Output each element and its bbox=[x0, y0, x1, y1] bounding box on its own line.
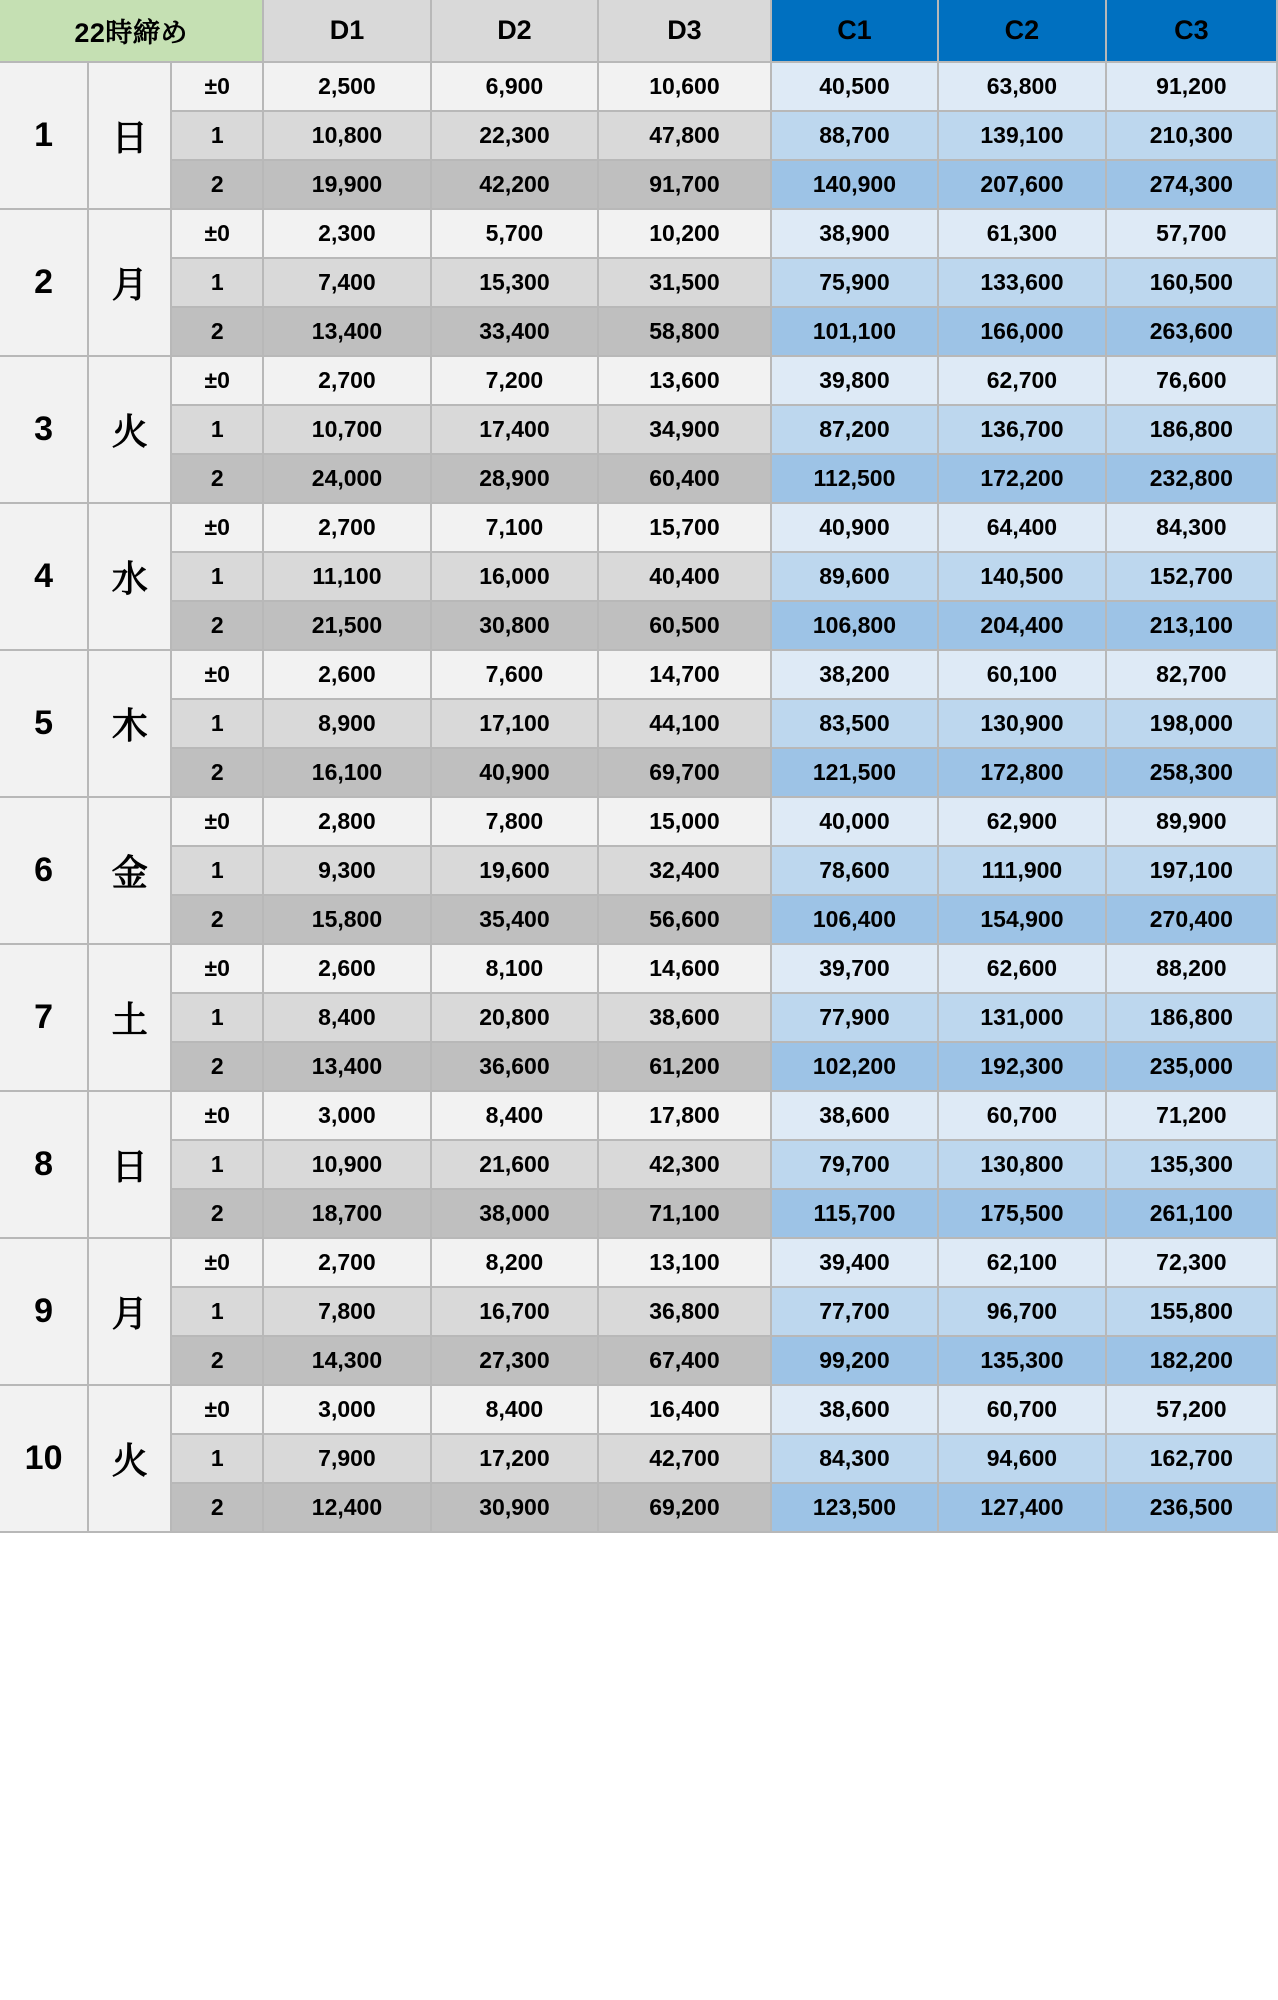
table-title: 22時締め bbox=[0, 0, 263, 62]
value-cell-d2: 8,400 bbox=[431, 1091, 598, 1140]
day-number-cell: 2 bbox=[0, 209, 88, 356]
column-header-c3: C3 bbox=[1106, 0, 1277, 62]
weekday-cell: 月 bbox=[88, 209, 171, 356]
table-row bbox=[0, 1336, 1277, 1385]
table-row bbox=[0, 1287, 1277, 1336]
value-cell-d1: 21,500 bbox=[263, 601, 430, 650]
value-cell-d2: 30,800 bbox=[431, 601, 598, 650]
day-number-cell: 6 bbox=[0, 797, 88, 944]
value-cell-c1: 89,600 bbox=[771, 552, 938, 601]
value-cell-c2: 94,600 bbox=[938, 1434, 1105, 1483]
level-label-cell: 2 bbox=[171, 895, 263, 944]
table-row bbox=[0, 552, 1277, 601]
value-cell-c2: 62,700 bbox=[938, 356, 1105, 405]
day-number-cell: 10 bbox=[0, 1385, 88, 1532]
value-cell-c2: 130,900 bbox=[938, 699, 1105, 748]
value-cell-c1: 38,600 bbox=[771, 1091, 938, 1140]
value-cell-d3: 42,700 bbox=[598, 1434, 771, 1483]
level-label-cell: 2 bbox=[171, 160, 263, 209]
level-label-cell: ±0 bbox=[171, 209, 263, 258]
value-cell-d1: 16,100 bbox=[263, 748, 430, 797]
weekday-cell: 月 bbox=[88, 1238, 171, 1385]
level-label-cell: 1 bbox=[171, 1287, 263, 1336]
day-number-cell: 9 bbox=[0, 1238, 88, 1385]
level-label-cell: 2 bbox=[171, 1042, 263, 1091]
value-cell-d1: 2,500 bbox=[263, 62, 430, 111]
value-cell-c2: 60,100 bbox=[938, 650, 1105, 699]
value-cell-d1: 2,700 bbox=[263, 503, 430, 552]
value-cell-c2: 62,900 bbox=[938, 797, 1105, 846]
value-cell-d1: 2,600 bbox=[263, 650, 430, 699]
value-cell-c3: 186,800 bbox=[1106, 993, 1277, 1042]
value-cell-d3: 36,800 bbox=[598, 1287, 771, 1336]
value-cell-d2: 15,300 bbox=[431, 258, 598, 307]
value-cell-d1: 11,100 bbox=[263, 552, 430, 601]
value-cell-c3: 263,600 bbox=[1106, 307, 1277, 356]
value-cell-d2: 21,600 bbox=[431, 1140, 598, 1189]
level-label-cell: 1 bbox=[171, 111, 263, 160]
value-cell-c3: 210,300 bbox=[1106, 111, 1277, 160]
value-cell-d1: 2,800 bbox=[263, 797, 430, 846]
value-cell-c2: 136,700 bbox=[938, 405, 1105, 454]
value-cell-c1: 39,400 bbox=[771, 1238, 938, 1287]
value-cell-d1: 3,000 bbox=[263, 1091, 430, 1140]
value-cell-d2: 20,800 bbox=[431, 993, 598, 1042]
value-cell-d2: 42,200 bbox=[431, 160, 598, 209]
table-row bbox=[0, 1238, 1277, 1287]
table-header bbox=[0, 0, 1277, 62]
value-cell-c2: 154,900 bbox=[938, 895, 1105, 944]
value-cell-c2: 111,900 bbox=[938, 846, 1105, 895]
value-cell-d3: 67,400 bbox=[598, 1336, 771, 1385]
value-cell-c1: 106,800 bbox=[771, 601, 938, 650]
value-cell-d1: 2,700 bbox=[263, 1238, 430, 1287]
table-row bbox=[0, 503, 1277, 552]
value-cell-c2: 140,500 bbox=[938, 552, 1105, 601]
value-cell-d3: 16,400 bbox=[598, 1385, 771, 1434]
table-row bbox=[0, 993, 1277, 1042]
value-cell-c1: 83,500 bbox=[771, 699, 938, 748]
weekday-cell: 木 bbox=[88, 650, 171, 797]
value-cell-c2: 127,400 bbox=[938, 1483, 1105, 1532]
level-label-cell: 2 bbox=[171, 601, 263, 650]
value-cell-d2: 16,700 bbox=[431, 1287, 598, 1336]
value-cell-c2: 130,800 bbox=[938, 1140, 1105, 1189]
table-row bbox=[0, 748, 1277, 797]
value-cell-c1: 40,500 bbox=[771, 62, 938, 111]
table-row bbox=[0, 307, 1277, 356]
value-cell-c2: 175,500 bbox=[938, 1189, 1105, 1238]
value-cell-d2: 17,200 bbox=[431, 1434, 598, 1483]
day-number-cell: 4 bbox=[0, 503, 88, 650]
value-cell-c2: 172,200 bbox=[938, 454, 1105, 503]
value-cell-d3: 13,600 bbox=[598, 356, 771, 405]
level-label-cell: 2 bbox=[171, 1483, 263, 1532]
table-row bbox=[0, 1434, 1277, 1483]
level-label-cell: 2 bbox=[171, 1189, 263, 1238]
table-row bbox=[0, 111, 1277, 160]
value-cell-d1: 2,600 bbox=[263, 944, 430, 993]
level-label-cell: ±0 bbox=[171, 1238, 263, 1287]
value-cell-d3: 61,200 bbox=[598, 1042, 771, 1091]
value-cell-c3: 71,200 bbox=[1106, 1091, 1277, 1140]
value-cell-c1: 106,400 bbox=[771, 895, 938, 944]
value-cell-c3: 235,000 bbox=[1106, 1042, 1277, 1091]
value-cell-d3: 38,600 bbox=[598, 993, 771, 1042]
level-label-cell: ±0 bbox=[171, 1091, 263, 1140]
value-cell-c1: 39,700 bbox=[771, 944, 938, 993]
table-row bbox=[0, 356, 1277, 405]
value-cell-d2: 7,600 bbox=[431, 650, 598, 699]
level-label-cell: 2 bbox=[171, 1336, 263, 1385]
level-label-cell: ±0 bbox=[171, 503, 263, 552]
value-cell-d1: 13,400 bbox=[263, 307, 430, 356]
value-cell-c3: 232,800 bbox=[1106, 454, 1277, 503]
table-row bbox=[0, 846, 1277, 895]
weekday-cell: 日 bbox=[88, 1091, 171, 1238]
level-label-cell: 1 bbox=[171, 699, 263, 748]
value-cell-c3: 84,300 bbox=[1106, 503, 1277, 552]
value-cell-c1: 84,300 bbox=[771, 1434, 938, 1483]
value-cell-c3: 186,800 bbox=[1106, 405, 1277, 454]
value-cell-d1: 12,400 bbox=[263, 1483, 430, 1532]
table-row bbox=[0, 160, 1277, 209]
value-cell-d2: 28,900 bbox=[431, 454, 598, 503]
value-cell-c2: 60,700 bbox=[938, 1385, 1105, 1434]
value-cell-d3: 14,700 bbox=[598, 650, 771, 699]
value-cell-c3: 57,700 bbox=[1106, 209, 1277, 258]
table-row bbox=[0, 1483, 1277, 1532]
value-cell-d2: 27,300 bbox=[431, 1336, 598, 1385]
value-cell-c3: 89,900 bbox=[1106, 797, 1277, 846]
column-header-d2: D2 bbox=[431, 0, 598, 62]
table-row bbox=[0, 944, 1277, 993]
value-cell-d1: 3,000 bbox=[263, 1385, 430, 1434]
value-cell-d1: 14,300 bbox=[263, 1336, 430, 1385]
weekday-cell: 金 bbox=[88, 797, 171, 944]
table-body bbox=[0, 62, 1277, 1532]
value-cell-c2: 62,600 bbox=[938, 944, 1105, 993]
value-cell-d3: 10,200 bbox=[598, 209, 771, 258]
value-cell-d1: 7,400 bbox=[263, 258, 430, 307]
value-cell-c3: 236,500 bbox=[1106, 1483, 1277, 1532]
value-cell-c1: 38,200 bbox=[771, 650, 938, 699]
table-row bbox=[0, 209, 1277, 258]
value-cell-c2: 64,400 bbox=[938, 503, 1105, 552]
value-cell-d3: 17,800 bbox=[598, 1091, 771, 1140]
value-cell-d1: 10,900 bbox=[263, 1140, 430, 1189]
value-cell-c2: 204,400 bbox=[938, 601, 1105, 650]
value-cell-c3: 72,300 bbox=[1106, 1238, 1277, 1287]
level-label-cell: ±0 bbox=[171, 944, 263, 993]
value-cell-d2: 17,100 bbox=[431, 699, 598, 748]
level-label-cell: ±0 bbox=[171, 62, 263, 111]
value-cell-c3: 182,200 bbox=[1106, 1336, 1277, 1385]
value-cell-c3: 88,200 bbox=[1106, 944, 1277, 993]
value-cell-d1: 8,400 bbox=[263, 993, 430, 1042]
value-cell-d2: 38,000 bbox=[431, 1189, 598, 1238]
value-cell-c1: 87,200 bbox=[771, 405, 938, 454]
table-row bbox=[0, 62, 1277, 111]
level-label-cell: 1 bbox=[171, 846, 263, 895]
level-label-cell: 2 bbox=[171, 748, 263, 797]
value-cell-d1: 10,800 bbox=[263, 111, 430, 160]
value-cell-c1: 88,700 bbox=[771, 111, 938, 160]
level-label-cell: 1 bbox=[171, 405, 263, 454]
value-cell-c3: 270,400 bbox=[1106, 895, 1277, 944]
value-cell-d2: 16,000 bbox=[431, 552, 598, 601]
value-cell-d3: 91,700 bbox=[598, 160, 771, 209]
weekday-cell: 日 bbox=[88, 62, 171, 209]
value-cell-d3: 60,400 bbox=[598, 454, 771, 503]
value-cell-d1: 2,300 bbox=[263, 209, 430, 258]
table-row bbox=[0, 258, 1277, 307]
day-number-cell: 5 bbox=[0, 650, 88, 797]
value-cell-c3: 82,700 bbox=[1106, 650, 1277, 699]
level-label-cell: 1 bbox=[171, 552, 263, 601]
value-cell-c1: 40,000 bbox=[771, 797, 938, 846]
level-label-cell: ±0 bbox=[171, 797, 263, 846]
value-cell-d3: 34,900 bbox=[598, 405, 771, 454]
value-cell-d2: 7,200 bbox=[431, 356, 598, 405]
level-label-cell: ±0 bbox=[171, 650, 263, 699]
column-header-d1: D1 bbox=[263, 0, 430, 62]
value-cell-d1: 2,700 bbox=[263, 356, 430, 405]
value-cell-c2: 131,000 bbox=[938, 993, 1105, 1042]
value-cell-d3: 47,800 bbox=[598, 111, 771, 160]
value-cell-c2: 62,100 bbox=[938, 1238, 1105, 1287]
value-cell-d2: 35,400 bbox=[431, 895, 598, 944]
column-header-d3: D3 bbox=[598, 0, 771, 62]
value-cell-c2: 96,700 bbox=[938, 1287, 1105, 1336]
value-cell-d1: 9,300 bbox=[263, 846, 430, 895]
weekday-cell: 火 bbox=[88, 356, 171, 503]
value-cell-c2: 166,000 bbox=[938, 307, 1105, 356]
table-row bbox=[0, 601, 1277, 650]
value-cell-d3: 44,100 bbox=[598, 699, 771, 748]
value-cell-d2: 5,700 bbox=[431, 209, 598, 258]
weekday-cell: 土 bbox=[88, 944, 171, 1091]
value-cell-c3: 261,100 bbox=[1106, 1189, 1277, 1238]
value-cell-c1: 77,700 bbox=[771, 1287, 938, 1336]
header-row bbox=[0, 0, 1277, 62]
value-cell-d1: 8,900 bbox=[263, 699, 430, 748]
value-cell-d3: 40,400 bbox=[598, 552, 771, 601]
value-cell-d3: 69,700 bbox=[598, 748, 771, 797]
value-cell-c3: 135,300 bbox=[1106, 1140, 1277, 1189]
value-cell-d3: 13,100 bbox=[598, 1238, 771, 1287]
day-number-cell: 3 bbox=[0, 356, 88, 503]
value-cell-d1: 10,700 bbox=[263, 405, 430, 454]
column-header-c2: C2 bbox=[938, 0, 1105, 62]
value-cell-d3: 56,600 bbox=[598, 895, 771, 944]
level-label-cell: 1 bbox=[171, 993, 263, 1042]
value-cell-d2: 40,900 bbox=[431, 748, 598, 797]
table-row bbox=[0, 1385, 1277, 1434]
value-cell-c1: 40,900 bbox=[771, 503, 938, 552]
value-cell-c1: 101,100 bbox=[771, 307, 938, 356]
level-label-cell: 1 bbox=[171, 1140, 263, 1189]
value-cell-c1: 140,900 bbox=[771, 160, 938, 209]
value-cell-d2: 8,100 bbox=[431, 944, 598, 993]
value-cell-d2: 33,400 bbox=[431, 307, 598, 356]
value-cell-c3: 197,100 bbox=[1106, 846, 1277, 895]
value-cell-c3: 155,800 bbox=[1106, 1287, 1277, 1336]
value-cell-d2: 19,600 bbox=[431, 846, 598, 895]
value-cell-d3: 14,600 bbox=[598, 944, 771, 993]
value-cell-d1: 13,400 bbox=[263, 1042, 430, 1091]
value-cell-d2: 30,900 bbox=[431, 1483, 598, 1532]
value-cell-c2: 172,800 bbox=[938, 748, 1105, 797]
level-label-cell: 1 bbox=[171, 258, 263, 307]
table-row bbox=[0, 895, 1277, 944]
value-cell-d2: 7,100 bbox=[431, 503, 598, 552]
value-cell-c1: 38,600 bbox=[771, 1385, 938, 1434]
value-cell-d3: 69,200 bbox=[598, 1483, 771, 1532]
day-number-cell: 7 bbox=[0, 944, 88, 1091]
value-cell-c3: 152,700 bbox=[1106, 552, 1277, 601]
level-label-cell: ±0 bbox=[171, 1385, 263, 1434]
value-cell-d1: 19,900 bbox=[263, 160, 430, 209]
value-cell-c2: 192,300 bbox=[938, 1042, 1105, 1091]
day-number-cell: 8 bbox=[0, 1091, 88, 1238]
weekday-cell: 水 bbox=[88, 503, 171, 650]
value-cell-c1: 112,500 bbox=[771, 454, 938, 503]
value-cell-d3: 42,300 bbox=[598, 1140, 771, 1189]
value-cell-d3: 32,400 bbox=[598, 846, 771, 895]
value-cell-d2: 7,800 bbox=[431, 797, 598, 846]
value-cell-d2: 22,300 bbox=[431, 111, 598, 160]
value-cell-d3: 31,500 bbox=[598, 258, 771, 307]
value-cell-c2: 61,300 bbox=[938, 209, 1105, 258]
value-cell-c3: 160,500 bbox=[1106, 258, 1277, 307]
level-label-cell: 2 bbox=[171, 307, 263, 356]
value-cell-c1: 123,500 bbox=[771, 1483, 938, 1532]
table-row bbox=[0, 1140, 1277, 1189]
value-cell-d3: 10,600 bbox=[598, 62, 771, 111]
value-cell-c3: 213,100 bbox=[1106, 601, 1277, 650]
table-row bbox=[0, 454, 1277, 503]
value-cell-c3: 76,600 bbox=[1106, 356, 1277, 405]
value-cell-c1: 99,200 bbox=[771, 1336, 938, 1385]
value-cell-c2: 139,100 bbox=[938, 111, 1105, 160]
level-label-cell: ±0 bbox=[171, 356, 263, 405]
value-cell-d3: 71,100 bbox=[598, 1189, 771, 1238]
value-cell-c3: 57,200 bbox=[1106, 1385, 1277, 1434]
value-cell-c2: 207,600 bbox=[938, 160, 1105, 209]
value-cell-c1: 38,900 bbox=[771, 209, 938, 258]
table-row bbox=[0, 650, 1277, 699]
value-cell-d3: 15,700 bbox=[598, 503, 771, 552]
value-cell-d3: 60,500 bbox=[598, 601, 771, 650]
value-cell-c2: 135,300 bbox=[938, 1336, 1105, 1385]
value-cell-d1: 18,700 bbox=[263, 1189, 430, 1238]
day-number-cell: 1 bbox=[0, 62, 88, 209]
value-cell-c3: 198,000 bbox=[1106, 699, 1277, 748]
value-cell-c2: 60,700 bbox=[938, 1091, 1105, 1140]
table-row bbox=[0, 1189, 1277, 1238]
value-cell-d1: 15,800 bbox=[263, 895, 430, 944]
column-header-c1: C1 bbox=[771, 0, 938, 62]
value-cell-c1: 78,600 bbox=[771, 846, 938, 895]
value-cell-c3: 162,700 bbox=[1106, 1434, 1277, 1483]
value-cell-d2: 8,200 bbox=[431, 1238, 598, 1287]
value-cell-c1: 77,900 bbox=[771, 993, 938, 1042]
value-cell-d1: 7,900 bbox=[263, 1434, 430, 1483]
value-cell-d2: 6,900 bbox=[431, 62, 598, 111]
value-cell-c3: 91,200 bbox=[1106, 62, 1277, 111]
value-cell-d3: 15,000 bbox=[598, 797, 771, 846]
table-row bbox=[0, 405, 1277, 454]
value-cell-c1: 79,700 bbox=[771, 1140, 938, 1189]
table-row bbox=[0, 699, 1277, 748]
value-cell-c3: 258,300 bbox=[1106, 748, 1277, 797]
value-cell-d2: 17,400 bbox=[431, 405, 598, 454]
table-row bbox=[0, 1042, 1277, 1091]
value-cell-d3: 58,800 bbox=[598, 307, 771, 356]
level-label-cell: 2 bbox=[171, 454, 263, 503]
value-cell-c1: 39,800 bbox=[771, 356, 938, 405]
level-label-cell: 1 bbox=[171, 1434, 263, 1483]
value-cell-c3: 274,300 bbox=[1106, 160, 1277, 209]
value-cell-c1: 115,700 bbox=[771, 1189, 938, 1238]
value-cell-c1: 75,900 bbox=[771, 258, 938, 307]
value-cell-d2: 36,600 bbox=[431, 1042, 598, 1091]
value-cell-c2: 133,600 bbox=[938, 258, 1105, 307]
value-cell-c2: 63,800 bbox=[938, 62, 1105, 111]
weekday-cell: 火 bbox=[88, 1385, 171, 1532]
table-row bbox=[0, 797, 1277, 846]
table-row bbox=[0, 1091, 1277, 1140]
value-cell-d1: 24,000 bbox=[263, 454, 430, 503]
value-cell-d1: 7,800 bbox=[263, 1287, 430, 1336]
value-cell-c1: 121,500 bbox=[771, 748, 938, 797]
value-cell-c1: 102,200 bbox=[771, 1042, 938, 1091]
value-cell-d2: 8,400 bbox=[431, 1385, 598, 1434]
